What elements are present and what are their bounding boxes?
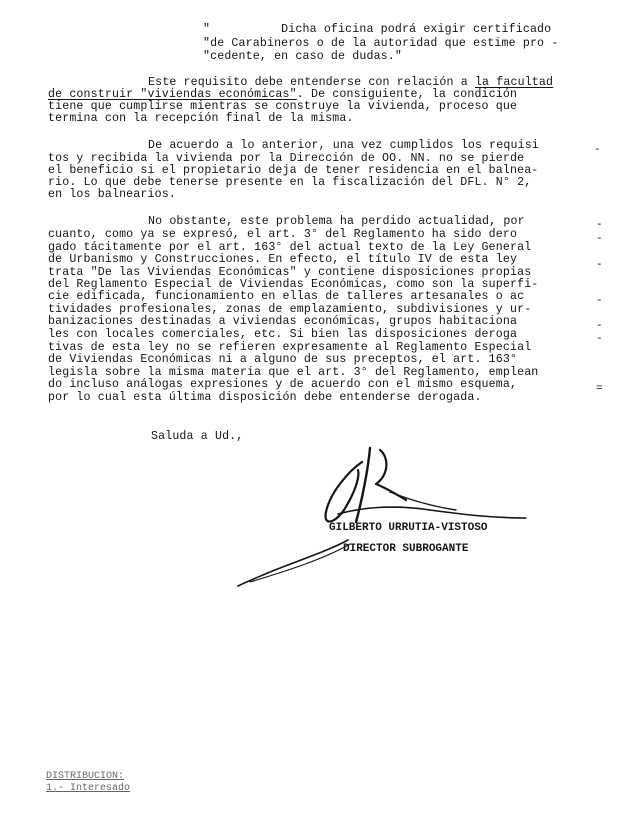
distribution-recipient: 1.- Interesado xyxy=(46,783,131,794)
paragraph-1-text-2: . De consiguiente, la condición xyxy=(296,88,518,101)
paragraph-3-line-15: por lo cual esta última disposición debe entenderse derogada. xyxy=(48,391,482,404)
quote-line-2: "de Carabineros o de la autoridad que estime pro - xyxy=(203,37,559,50)
paragraph-3-line-6: del Reglamento Especial de Viviendas Económicas, como son la superfi- xyxy=(48,278,539,291)
paragraph-3-line-3: gado tácitamente por el art. 163° del actual texto de la Ley General xyxy=(48,241,532,254)
closing-salutation: Saluda a Ud., xyxy=(151,430,244,443)
paragraph-3-line-7: cie edificada, funcionamiento en ellas de talleres artesanales o ac xyxy=(48,290,525,303)
paragraph-3-line-14: do incluso análogas expresiones y de acuerdo con el mismo esquema, xyxy=(48,378,518,391)
margin-dash: - xyxy=(594,144,601,156)
paragraph-2-line-5: en los balnearios. xyxy=(48,188,176,201)
paragraph-3-line-4: de Urbanismo y Construcciones. En efecto, el título IV de esta ley xyxy=(48,253,518,266)
margin-dash: - xyxy=(596,259,603,271)
paragraph-1-underlined-phrase-2: de construir "viviendas económicas" xyxy=(48,88,297,101)
margin-equals: = xyxy=(596,383,603,395)
margin-dash: - xyxy=(596,320,603,332)
paragraph-3-line-11: tivas de esta ley no se refieren expresamente al Reglamento Especial xyxy=(48,341,532,354)
margin-dash: - xyxy=(596,219,603,231)
paragraph-2-line-3: el beneficio si el propietario deja de tener residencia en el balnea- xyxy=(48,164,539,177)
paragraph-1-text: Este requisito debe entenderse con relación a xyxy=(148,76,475,89)
paragraph-3-line-8: tividades profesionales, zonas de emplazamiento, subdivisiones y ur- xyxy=(48,303,532,316)
paragraph-3-line-13: legisla sobre la misma materia que el art. 3° del Reglamento, emplean xyxy=(48,366,539,379)
paragraph-2-line-2: tos y recibida la vivienda por la Dirección de OO. NN. no se pierde xyxy=(48,152,525,165)
margin-dash: - xyxy=(596,295,603,307)
paragraph-2-line-4: rio. Lo que debe tenerse presente en la fiscalización del DFL. N° 2, xyxy=(48,176,532,189)
margin-dash: - xyxy=(596,333,603,345)
paragraph-3-line-2: cuanto, como ya se expresó, el art. 3° del Reglamento ha sido dero xyxy=(48,228,518,241)
signatory-title: DIRECTOR SUBROGANTE xyxy=(343,543,469,555)
distribution-heading: DISTRIBUCION: xyxy=(46,771,125,782)
handwritten-signature xyxy=(230,440,550,600)
signatory-name: GILBERTO URRUTIA-VISTOSO xyxy=(329,522,488,534)
paragraph-1-line-3: tiene que cumplirse mientras se construye la vivienda, proceso que xyxy=(48,100,518,113)
paragraph-3-line-1: No obstante, este problema ha perdido actualidad, por xyxy=(148,215,525,228)
paragraph-3-line-12: de Viviendas Económicas ni a alguno de sus preceptos, el art. 163° xyxy=(48,353,518,366)
paragraph-3-line-10: les con locales comerciales, etc. Si bien las disposiciones deroga xyxy=(48,328,518,341)
paragraph-2-line-1: De acuerdo a lo anterior, una vez cumplidos los requisi xyxy=(148,139,539,152)
quote-line-3: "cedente, en caso de dudas." xyxy=(203,50,403,63)
paragraph-3-line-5: trata "De las Viviendas Económicas" y contiene disposiciones propias xyxy=(48,266,532,279)
paragraph-1-underlined-phrase: la facultad xyxy=(474,76,554,89)
margin-dash: - xyxy=(596,233,603,245)
paragraph-3-line-9: banizaciones destinadas a viviendas económicas, grupos habitaciona xyxy=(48,315,518,328)
quote-line-1: " Dicha oficina podrá exigir certificado xyxy=(203,23,552,36)
paragraph-1-line-4: termina con la recepción final de la misma. xyxy=(48,112,354,125)
